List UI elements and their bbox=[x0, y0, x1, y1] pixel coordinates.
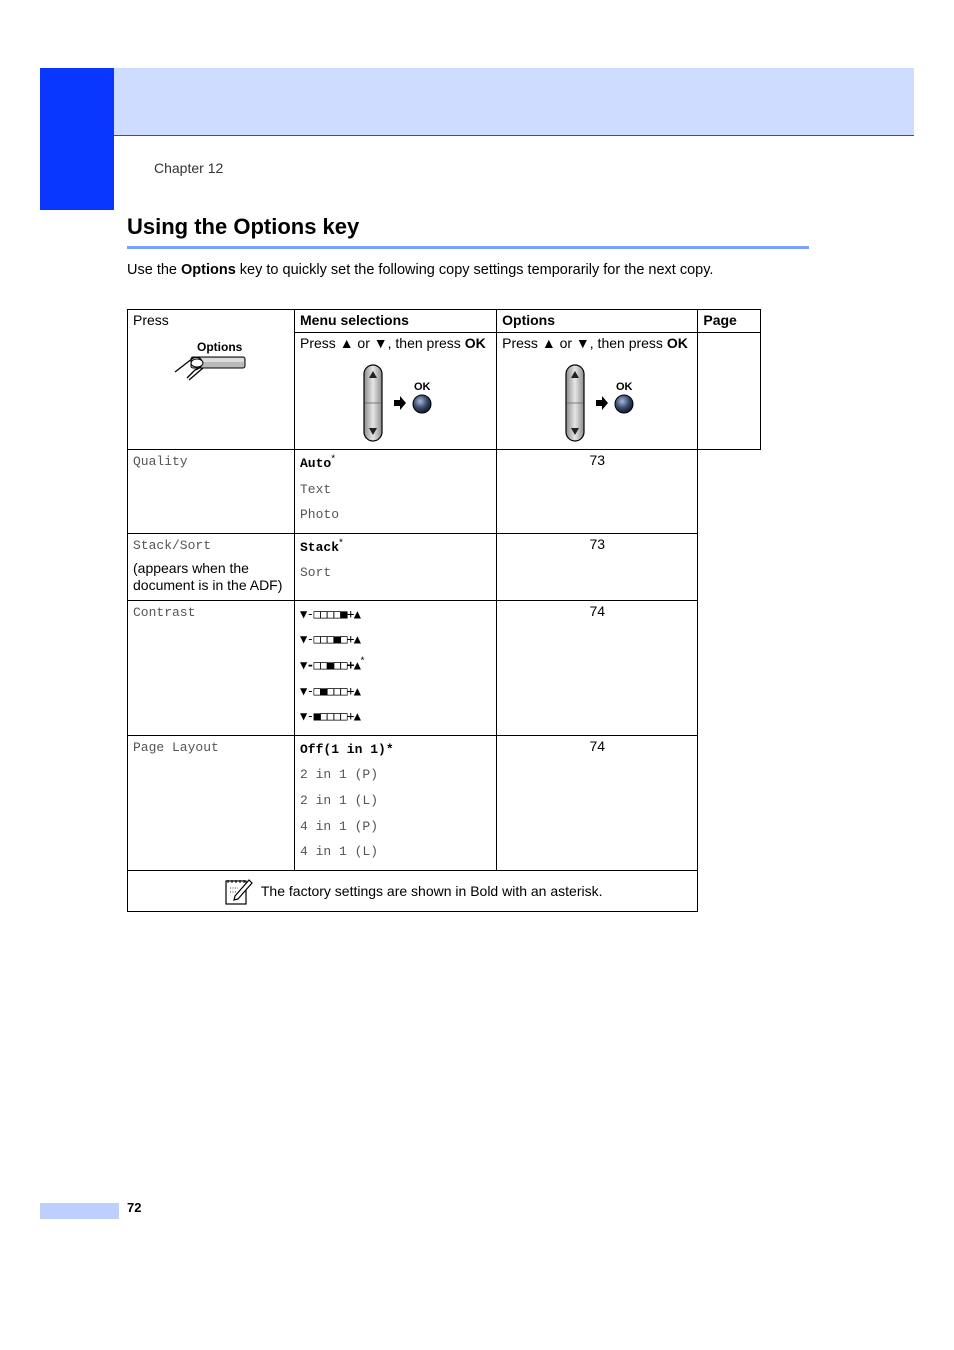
option-item bbox=[300, 536, 491, 562]
ok-label: OK bbox=[414, 381, 431, 393]
default-asterisk: * bbox=[385, 741, 394, 757]
option-value: 4 in 1 (P) bbox=[300, 818, 379, 834]
instruction-page-cell bbox=[698, 333, 761, 450]
menu-selection-cell bbox=[128, 735, 295, 870]
instr-or: or bbox=[353, 335, 374, 351]
press-cell bbox=[128, 310, 295, 450]
header-options: Options bbox=[497, 310, 698, 333]
option-value: Photo bbox=[300, 507, 340, 523]
intro-after: key to quickly set the following copy settings temporarily for the next copy. bbox=[235, 262, 714, 278]
option-value: ▼-□■□□□+▲ bbox=[300, 683, 361, 698]
menu-selection-cell bbox=[128, 450, 295, 534]
table-row bbox=[128, 600, 761, 735]
options-key-label: Options bbox=[197, 340, 243, 354]
option-value: ▼-□□□■□+▲ bbox=[300, 632, 361, 647]
note-pencil-icon bbox=[223, 876, 253, 906]
intro-before: Use the bbox=[127, 262, 181, 278]
table-row bbox=[128, 735, 761, 870]
page-reference: 73 bbox=[497, 450, 698, 534]
instr-or: or bbox=[555, 335, 576, 351]
instr-ok: OK bbox=[464, 335, 486, 351]
instr-ok: OK bbox=[666, 335, 688, 351]
options-cell bbox=[295, 450, 497, 534]
chapter-label: Chapter 12 bbox=[154, 160, 224, 176]
option-item bbox=[300, 705, 491, 731]
option-value: Off(1 in 1) bbox=[300, 741, 386, 757]
section-title: Using the Options key bbox=[127, 214, 360, 239]
option-item bbox=[300, 452, 491, 478]
page-reference: 73 bbox=[497, 533, 698, 600]
table-row bbox=[128, 450, 761, 534]
option-value: Text bbox=[300, 481, 332, 497]
option-value: Auto bbox=[300, 456, 332, 471]
option-item bbox=[300, 603, 491, 629]
option-item bbox=[300, 503, 491, 529]
chapter-tab bbox=[40, 68, 114, 210]
options-table bbox=[127, 309, 761, 912]
option-item bbox=[300, 815, 491, 841]
up-arrow-icon: ▲ bbox=[541, 335, 556, 351]
instr-press: Press bbox=[300, 335, 340, 351]
option-value: ▼-□□□□■+▲ bbox=[300, 606, 361, 621]
option-item bbox=[300, 561, 491, 587]
option-value: ▼-■□□□□+▲ bbox=[300, 709, 361, 724]
menu-instruction-cell bbox=[295, 333, 497, 450]
default-asterisk: * bbox=[331, 453, 336, 465]
page-number: 72 bbox=[127, 1200, 142, 1215]
option-item bbox=[300, 763, 491, 789]
press-label: Press bbox=[133, 312, 169, 328]
nav-ok-control-icon bbox=[356, 363, 440, 443]
menu-selection-cell bbox=[128, 600, 295, 735]
option-value: 2 in 1 (L) bbox=[300, 792, 379, 808]
option-item bbox=[300, 738, 491, 764]
menu-selection-name: Stack/Sort bbox=[133, 537, 212, 553]
instr-then: , then press bbox=[387, 335, 465, 351]
menu-selection-name: Page Layout bbox=[133, 739, 219, 755]
title-underline bbox=[127, 246, 809, 249]
option-item bbox=[300, 840, 491, 866]
table-header-row bbox=[128, 310, 761, 333]
option-item bbox=[300, 789, 491, 815]
options-cell bbox=[295, 600, 497, 735]
note-cell bbox=[128, 870, 698, 911]
option-value: Stack bbox=[300, 539, 340, 555]
option-item bbox=[300, 478, 491, 504]
option-value: 2 in 1 (P) bbox=[300, 767, 379, 783]
option-item bbox=[300, 628, 491, 654]
options-instruction-cell bbox=[497, 333, 698, 450]
option-item bbox=[300, 680, 491, 706]
intro-options-key: Options bbox=[181, 262, 236, 278]
instr-then: , then press bbox=[589, 335, 667, 351]
instr-press: Press bbox=[502, 335, 542, 351]
note-text: The factory settings are shown in Bold with an asterisk. bbox=[260, 882, 603, 899]
nav-ok-control-icon bbox=[558, 363, 642, 443]
header-menu-selections: Menu selections bbox=[295, 310, 497, 333]
option-value: Sort bbox=[300, 565, 332, 581]
down-arrow-icon: ▼ bbox=[575, 335, 590, 351]
option-value: 4 in 1 (L) bbox=[300, 844, 379, 860]
up-arrow-icon: ▲ bbox=[339, 335, 354, 351]
ok-label: OK bbox=[616, 381, 633, 393]
page-reference: 74 bbox=[497, 735, 698, 870]
option-item bbox=[300, 654, 491, 680]
default-asterisk: * bbox=[360, 655, 365, 667]
table-row bbox=[128, 533, 761, 600]
options-cell bbox=[295, 735, 497, 870]
down-arrow-icon: ▼ bbox=[373, 335, 388, 351]
menu-selection-name: Quality bbox=[133, 454, 188, 469]
page-reference: 74 bbox=[497, 600, 698, 735]
footer-bar bbox=[40, 1203, 119, 1219]
menu-selection-cell bbox=[128, 533, 295, 600]
header-band bbox=[114, 68, 914, 136]
header-page: Page bbox=[698, 310, 761, 333]
options-cell bbox=[295, 533, 497, 600]
menu-selection-name: Contrast bbox=[133, 604, 196, 620]
options-key-icon bbox=[169, 334, 289, 404]
default-asterisk: * bbox=[339, 537, 343, 549]
option-value: ▼-□□■□□+▲ bbox=[300, 657, 361, 672]
menu-selection-note: (appears when the document is in the ADF) bbox=[133, 559, 283, 593]
note-row bbox=[128, 870, 761, 911]
intro-text bbox=[127, 262, 713, 278]
